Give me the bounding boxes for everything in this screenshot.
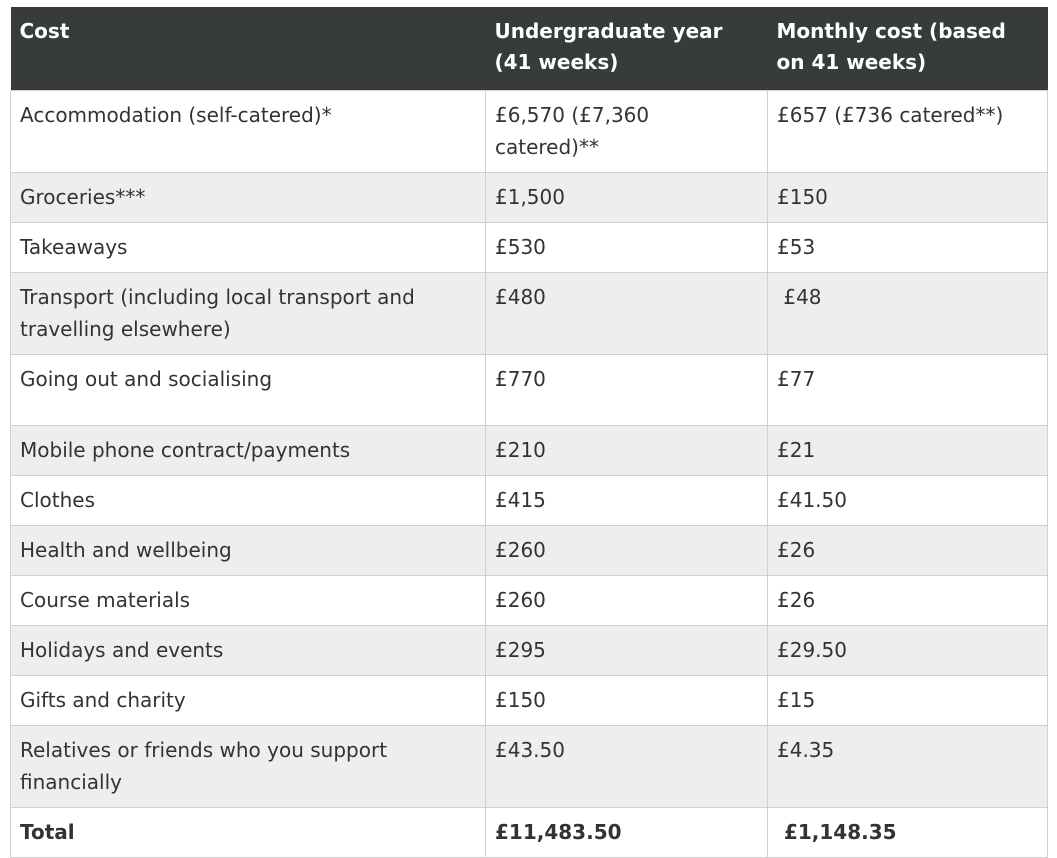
annual-cost: £43.50 — [486, 726, 768, 808]
monthly-cost: £150 — [768, 173, 1048, 223]
cost-label: Groceries*** — [11, 173, 486, 223]
cost-label: Takeaways — [11, 223, 486, 273]
table-row — [11, 726, 1048, 808]
monthly-cost: £26 — [768, 526, 1048, 576]
table-row — [11, 355, 1048, 426]
annual-cost: £210 — [486, 426, 768, 476]
table-row — [11, 91, 1048, 173]
monthly-cost: £26 — [768, 576, 1048, 626]
annual-cost: £295 — [486, 626, 768, 676]
cost-label: Relatives or friends who you support financially — [11, 726, 486, 808]
monthly-cost: £29.50 — [768, 626, 1048, 676]
total-annual-cost: £11,483.50 — [486, 808, 768, 858]
cost-label: Course materials — [11, 576, 486, 626]
annual-cost: £260 — [486, 576, 768, 626]
monthly-cost: £4.35 — [768, 726, 1048, 808]
annual-cost: £415 — [486, 476, 768, 526]
table-row — [11, 173, 1048, 223]
cost-label: Gifts and charity — [11, 676, 486, 726]
cost-label: Health and wellbeing — [11, 526, 486, 576]
annual-cost: £6,570 (£7,360 catered)** — [486, 91, 768, 173]
table-row — [11, 426, 1048, 476]
table-row — [11, 273, 1048, 355]
total-row — [11, 808, 1048, 858]
monthly-cost: £77 — [768, 355, 1048, 426]
header-row — [11, 7, 1048, 91]
cost-label: Transport (including local transport and travelling elsewhere) — [11, 273, 486, 355]
annual-cost: £530 — [486, 223, 768, 273]
annual-cost: £480 — [486, 273, 768, 355]
annual-cost: £1,500 — [486, 173, 768, 223]
table-row — [11, 476, 1048, 526]
table-row — [11, 223, 1048, 273]
header-cost: Cost — [11, 7, 486, 91]
cost-label: Going out and socialising — [11, 355, 486, 426]
table-row — [11, 676, 1048, 726]
header-monthly-cost: Monthly cost (based on 41 weeks) — [768, 7, 1048, 91]
monthly-cost: £48 — [768, 273, 1048, 355]
table-row — [11, 576, 1048, 626]
cost-table — [10, 7, 1048, 858]
total-label: Total — [11, 808, 486, 858]
annual-cost: £150 — [486, 676, 768, 726]
monthly-cost: £15 — [768, 676, 1048, 726]
table-body — [11, 91, 1048, 858]
monthly-cost: £53 — [768, 223, 1048, 273]
table-row — [11, 526, 1048, 576]
table-header — [11, 7, 1048, 91]
cost-label: Clothes — [11, 476, 486, 526]
monthly-cost: £41.50 — [768, 476, 1048, 526]
cost-label: Holidays and events — [11, 626, 486, 676]
annual-cost: £260 — [486, 526, 768, 576]
monthly-cost: £21 — [768, 426, 1048, 476]
table-row — [11, 626, 1048, 676]
header-undergraduate-year: Undergraduate year (41 weeks) — [486, 7, 768, 91]
cost-label: Accommodation (self-catered)* — [11, 91, 486, 173]
cost-label: Mobile phone contract/payments — [11, 426, 486, 476]
annual-cost: £770 — [486, 355, 768, 426]
total-monthly-cost: £1,148.35 — [768, 808, 1048, 858]
monthly-cost: £657 (£736 catered**) — [768, 91, 1048, 173]
cost-table-container — [10, 7, 1047, 858]
